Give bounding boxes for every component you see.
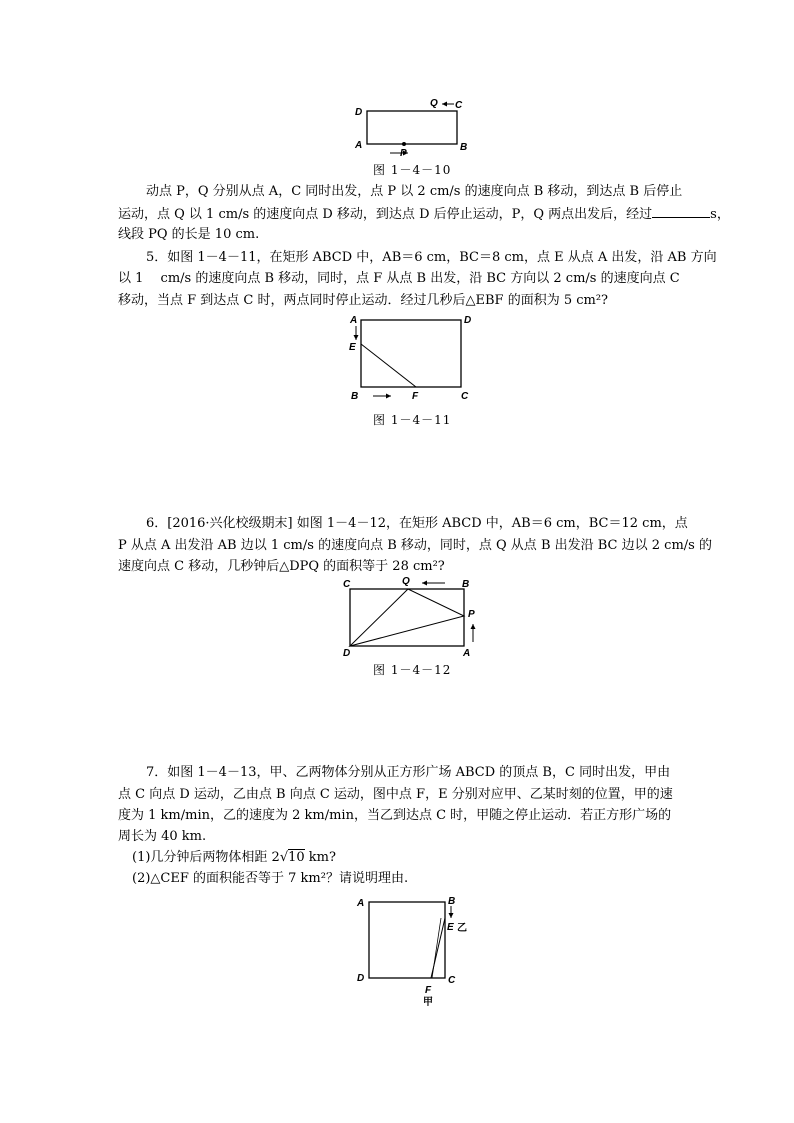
q7-line2: 点 C 向点 D 运动，乙由点 B 向点 C 运动，图中点 F，E 分别对应甲、乙某时刻的位置，甲的速 bbox=[118, 787, 673, 802]
fig13-label-jia: 甲 bbox=[423, 997, 433, 1008]
q7-line3: 度为 1 km/min，乙的速度为 2 km/min，当乙到达点 C 时，甲随之停止运动．若正方形广场的 bbox=[118, 808, 672, 823]
q4-line3: 线段 PQ 的长是 10 cm. bbox=[118, 227, 260, 242]
fig12-label-p: P bbox=[468, 609, 475, 620]
fig10-label-c: C bbox=[455, 100, 463, 111]
q7-sub2: (2)△CEF 的面积能否等于 7 km²？请说明理由. bbox=[132, 871, 409, 886]
q7-sub1-text: (1)几分钟后两物体相距 2 bbox=[132, 850, 280, 865]
fig10-label-p: P bbox=[400, 148, 407, 159]
fig10-caption: 图 1－4－10 bbox=[373, 163, 452, 177]
fig11-label-a: A bbox=[350, 315, 358, 326]
q6-line2: P 从点 A 出发沿 AB 边以 1 cm/s 的速度向点 B 移动，同时，点 Q 从点 B 出发沿 BC 边以 2 cm/s 的 bbox=[118, 538, 712, 553]
fig10-label-a: A bbox=[355, 140, 363, 151]
fig11-label-c: C bbox=[461, 391, 469, 402]
fig11-label-f: F bbox=[412, 391, 419, 402]
q4-line2-unit: s， bbox=[710, 207, 730, 222]
q7-sub1-unit: km? bbox=[304, 850, 336, 865]
fig11-label-d: D bbox=[464, 315, 472, 326]
q5-line3: 移动，当点 F 到达点 C 时，两点同时停止运动．经过几秒后△EBF 的面积为 5 cm²? bbox=[118, 293, 609, 308]
q7-line4: 周长为 40 km. bbox=[118, 829, 207, 844]
fig13-label-a: A bbox=[357, 898, 365, 909]
fig11-label-e: E bbox=[349, 342, 356, 353]
q7-line1: 7．如图 1－4－13，甲、乙两物体分别从正方形广场 ABCD 的顶点 B，C 同时出发，甲由 bbox=[146, 765, 671, 780]
fig12-label-a: A bbox=[463, 648, 471, 659]
fig13-label-b: B bbox=[448, 896, 456, 907]
q4-line1: 动点 P，Q 分别从点 A，C 同时出发，点 P 以 2 cm/s 的速度向点 B 移动，到达点 B 后停止 bbox=[146, 184, 683, 199]
fig13-label-d: D bbox=[357, 973, 365, 984]
fig13-label-e: E bbox=[447, 922, 454, 933]
q4-line2-text: 运动，点 Q 以 1 cm/s 的速度向点 D 移动，到达点 D 后停止运动，P，Q 两点出发后，经过 bbox=[118, 207, 653, 222]
q5-line1: 5．如图 1－4－11，在矩形 ABCD 中，AB＝6 cm，BC＝8 cm，点 E 从点 A 出发，沿 AB 方向 bbox=[146, 250, 717, 265]
fig12-caption: 图 1－4－12 bbox=[373, 663, 452, 677]
q6-line3: 速度向点 C 移动，几秒钟后△DPQ 的面积等于 28 cm²? bbox=[118, 559, 445, 574]
fig12-label-b: B bbox=[462, 579, 470, 590]
fig11-caption: 图 1－4－11 bbox=[373, 413, 452, 427]
fig12-label-c: C bbox=[343, 579, 351, 590]
fig13-label-f: F bbox=[425, 985, 432, 996]
fig11-label-b: B bbox=[351, 391, 359, 402]
sqrt-sign: √ bbox=[279, 850, 289, 865]
fig13-segment-ec bbox=[432, 918, 441, 978]
sqrt-radicand: 10 bbox=[288, 850, 305, 865]
q5-line2: 以 1 cm/s 的速度向点 B 移动，同时，点 F 从点 B 出发，沿 BC 方向以 2 cm/s 的速度向点 C bbox=[118, 271, 680, 286]
fig13-label-yi: 乙 bbox=[457, 923, 467, 934]
fig12-label-d: D bbox=[343, 648, 351, 659]
fig12-label-q: Q bbox=[402, 576, 410, 587]
fig13-label-c: C bbox=[448, 975, 456, 986]
fig10-label-d: D bbox=[355, 107, 363, 118]
fig10-label-b: B bbox=[460, 142, 468, 153]
q6-line1: 6．[2016·兴化校级期末] 如图 1－4－12，在矩形 ABCD 中，AB＝6 cm，BC＝12 cm，点 bbox=[146, 516, 688, 531]
fig10-label-q: Q bbox=[430, 98, 438, 109]
